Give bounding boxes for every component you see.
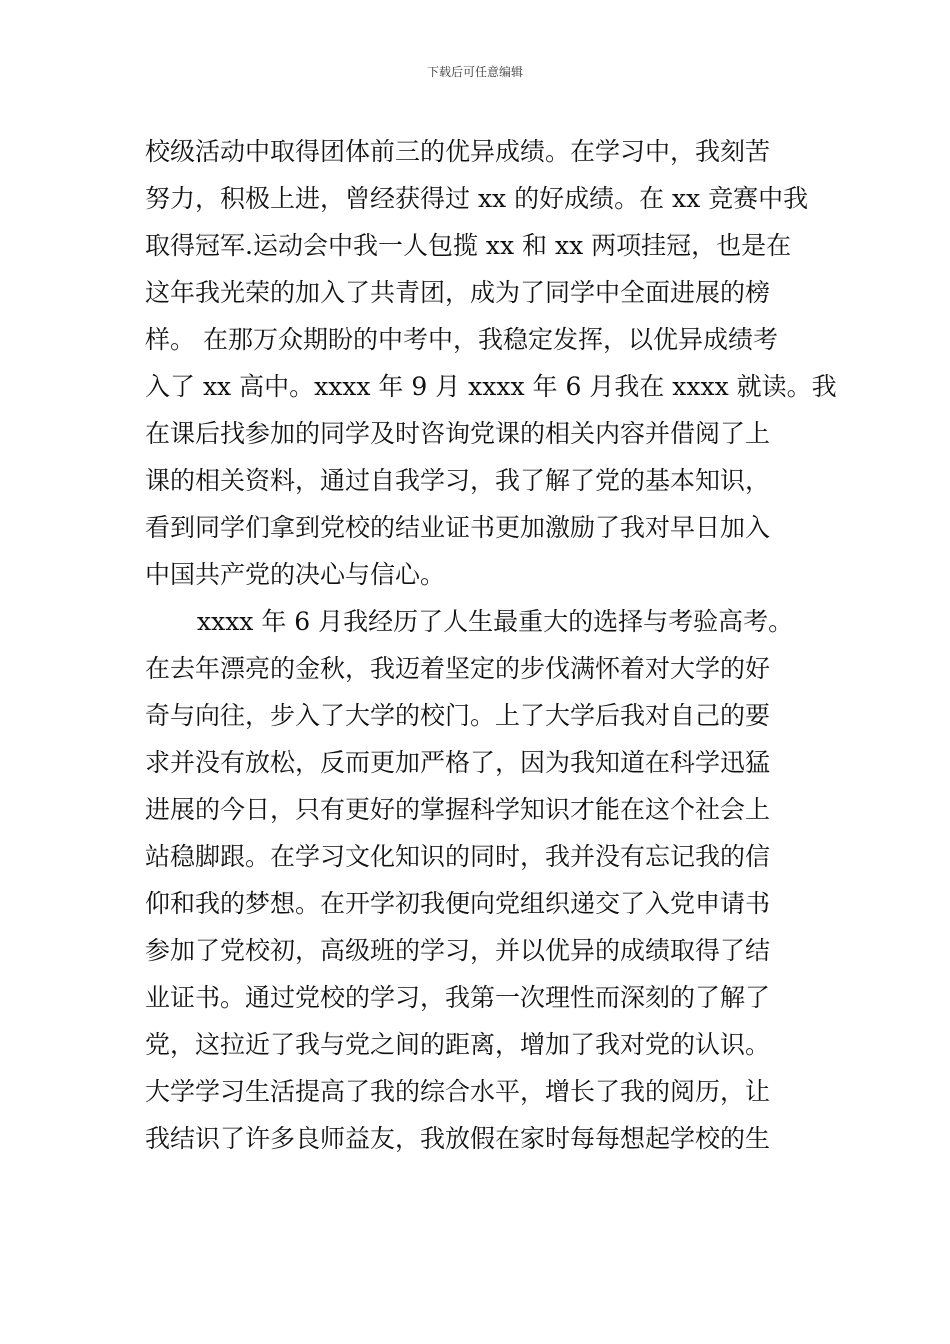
text-line: 奇与向往，步入了大学的校门。上了大学后我对自己的要 [145, 701, 771, 730]
text-line: 看到同学们拿到党校的结业证书更加激励了我对早日加入 [145, 513, 771, 542]
text-line: 努力，积极上进，曾经获得过 xx 的好成绩。在 xx 竞赛中我 [145, 184, 809, 213]
text-line: 在课后找参加的同学及时咨询党课的相关内容并借阅了上 [145, 419, 771, 448]
text-line: 站稳脚跟。在学习文化知识的同时，我并没有忘记我的信 [145, 842, 771, 871]
text-line: 中国共产党的决心与信心。 [145, 560, 446, 589]
text-line: 参加了党校初，高级班的学习，并以优异的成绩取得了结 [145, 936, 771, 965]
body-text [145, 128, 837, 1162]
text-line: 进展的今日，只有更好的掌握科学知识才能在这个社会上 [145, 795, 771, 824]
paragraph-start-line: xxxx 年 6 月我经历了人生最重大的选择与考验高考。 [197, 607, 794, 636]
text-line: 业证书。通过党校的学习，我第一次理性而深刻的了解了 [145, 983, 771, 1012]
text-line: 入了 xx 高中。xxxx 年 9 月 xxxx 年 6 月我在 xxxx 就读。我 [145, 372, 837, 401]
text-line: 校级活动中取得团体前三的优异成绩。在学习中，我刻苦 [145, 137, 771, 166]
text-line: 样。 在那万众期盼的中考中，我稳定发挥，以优异成绩考 [145, 325, 778, 354]
text-line: 我结识了许多良师益友，我放假在家时每每想起学校的生 [145, 1124, 771, 1153]
text-line: 在去年漂亮的金秋，我迈着坚定的步伐满怀着对大学的好 [145, 654, 771, 683]
page-header: 下载后可任意编辑 [426, 65, 523, 79]
text-line: 课的相关资料，通过自我学习，我了解了党的基本知识， [145, 466, 771, 495]
text-line: 大学学习生活提高了我的综合水平，增长了我的阅历，让 [145, 1077, 771, 1106]
text-line: 党，这拉近了我与党之间的距离，增加了我对党的认识。 [145, 1030, 771, 1059]
text-line: 这年我光荣的加入了共青团，成为了同学中全面进展的榜 [145, 278, 771, 307]
text-line: 仰和我的梦想。在开学初我便向党组织递交了入党申请书 [145, 889, 771, 918]
text-line: 求并没有放松，反而更加严格了，因为我知道在科学迅猛 [145, 748, 771, 777]
text-line: 取得冠军.运动会中我一人包揽 xx 和 xx 两项挂冠，也是在 [145, 231, 792, 260]
